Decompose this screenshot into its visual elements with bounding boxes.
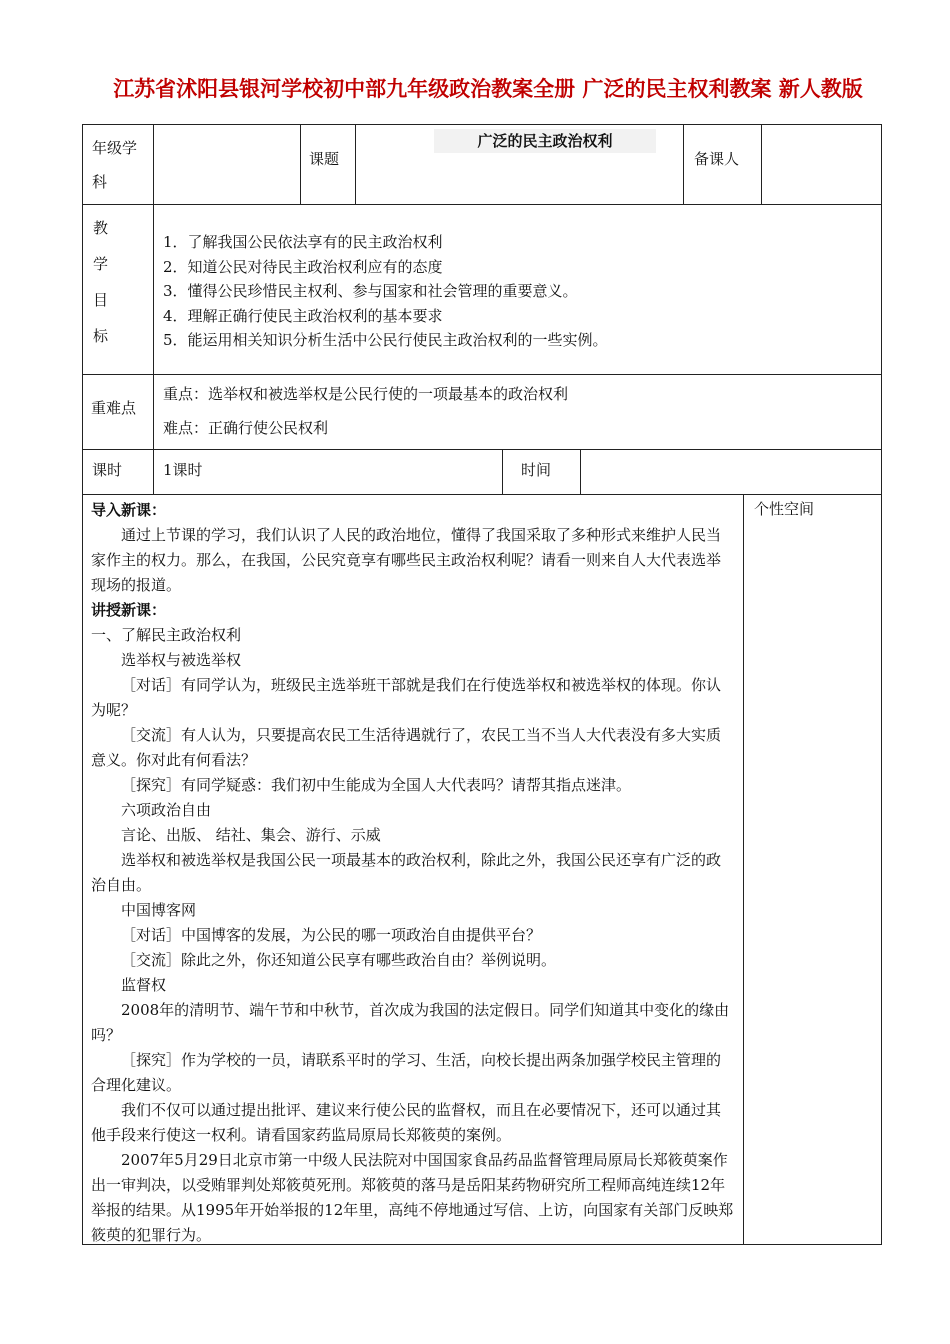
body-paragraph: 选举权与被选举权: [121, 651, 242, 669]
body-paragraph: ［对话］有同学认为，班级民主选举班干部就是我们在行使选举权和被选举权的体现。你认为呢？: [91, 676, 722, 719]
key-points-label: 重难点: [91, 399, 137, 417]
hours-label: 课时: [92, 461, 123, 479]
preparer-label: 备课人: [694, 150, 740, 168]
body-paragraph: 一、了解民主政治权利: [91, 626, 242, 644]
grade-subject-label-cell: [83, 125, 154, 205]
grade-subject-value-cell: [154, 125, 301, 205]
section-heading: 讲授新课：: [91, 601, 167, 619]
time-label-cell: [503, 450, 581, 495]
hours-value-cell: [154, 450, 503, 495]
difficult-point: 难点：正确行使公民权利: [163, 419, 329, 437]
grade-subject-label-line2: 科: [92, 173, 108, 191]
body-paragraph: 中国博客网: [121, 901, 197, 919]
key-point: 重点：选举权和被选举权是公民行使的一项最基本的政治权利: [163, 385, 569, 403]
goals-label-cell: [83, 205, 154, 375]
body-paragraph: 监督权: [121, 976, 167, 994]
key-points-label-cell: [83, 375, 154, 450]
goals-label-char: 学: [93, 255, 109, 273]
goals-label-char: 目: [93, 291, 109, 309]
body-paragraph: 2007年5月29日北京市第一中级人民法院对中国国家食品药品监督管理局原局长郑筱萸案作出一审判决，以受贿罪判处郑筱萸死刑。郑筱萸的落马是岳阳某药物研究所工程师高纯连续12年举报的结果。从1995年开始举报的12年里，高纯不停地通过写信、上访，向国家有关部门反映郑筱萸的犯罪行为。: [91, 1151, 734, 1244]
lesson-body: [91, 498, 735, 1248]
goals-label-char: 教: [93, 219, 109, 237]
document-title: 江苏省沭阳县银河学校初中部九年级政治教案全册 广泛的民主权利教案 新人教版: [113, 77, 863, 101]
personal-space-label: 个性空间: [754, 500, 815, 518]
topic-value: 广泛的民主政治权利: [434, 129, 656, 153]
goal-item: 4．理解正确行使民主政治权利的基本要求: [163, 306, 443, 325]
key-points-content-cell: [154, 375, 882, 450]
goal-item: 2．知道公民对待民主政治权利应有的态度: [163, 257, 443, 276]
body-paragraph: ［探究］有同学疑惑：我们初中生能成为全国人大代表吗？请帮其指点迷津。: [121, 776, 632, 794]
lesson-body-cell: [83, 495, 744, 1245]
hours-value: 1课时: [163, 461, 203, 479]
body-paragraph: 言论、出版、 结社、集会、游行、示威: [121, 826, 381, 844]
section-heading: 导入新课：: [91, 501, 167, 519]
body-paragraph: ［探究］作为学校的一员，请联系平时的学习、生活，向校长提出两条加强学校民主管理的合理化建议。: [91, 1051, 722, 1094]
body-paragraph: ［交流］除此之外，你还知道公民享有哪些政治自由？举例说明。: [121, 951, 557, 969]
body-paragraph: 通过上节课的学习，我们认识了人民的政治地位，懂得了我国采取了多种形式来维护人民当家作主的权力。那么，在我国，公民究竟享有哪些民主政治权利呢？请看一则来自人大代表选举现场的报道。: [91, 526, 722, 594]
time-label: 时间: [521, 461, 552, 479]
personal-space-cell: [744, 495, 882, 1245]
body-paragraph: 2008年的清明节、端午节和中秋节，首次成为我国的法定假日。同学们知道其中变化的缘由吗？: [91, 1001, 730, 1044]
preparer-value-cell: [762, 125, 882, 205]
goals-content-cell: [154, 205, 882, 375]
body-paragraph: 选举权和被选举权是我国公民一项最基本的政治权利，除此之外，我国公民还享有广泛的政治自由。: [91, 851, 722, 894]
body-paragraph: ［交流］有人认为，只要提高农民工生活待遇就行了，农民工当不当人大代表没有多大实质意义。你对此有何看法？: [91, 726, 722, 769]
body-paragraph: 六项政治自由: [121, 801, 212, 819]
grade-subject-label-line1: 年级学: [92, 139, 138, 157]
goal-item: 3．懂得公民珍惜民主权利、参与国家和社会管理的重要意义。: [163, 282, 578, 300]
goal-item: 5．能运用相关知识分析生活中公民行使民主政治权利的一些实例。: [163, 331, 608, 349]
hours-label-cell: [83, 450, 154, 495]
goal-item: 1．了解我国公民依法享有的民主政治权利: [163, 233, 443, 251]
lesson-plan-table: [82, 124, 882, 1245]
body-paragraph: 我们不仅可以通过提出批评、建议来行使公民的监督权，而且在必要情况下，还可以通过其他手段来行使这一权利。请看国家药监局原局长郑筱萸的案例。: [91, 1101, 722, 1144]
time-value-cell: [581, 450, 882, 495]
preparer-label-cell: [684, 125, 762, 205]
body-paragraph: ［对话］中国博客的发展，为公民的哪一项政治自由提供平台？: [121, 926, 542, 944]
topic-label: 课题: [309, 150, 340, 168]
topic-label-cell: [301, 125, 356, 205]
goals-label-char: 标: [93, 327, 109, 345]
